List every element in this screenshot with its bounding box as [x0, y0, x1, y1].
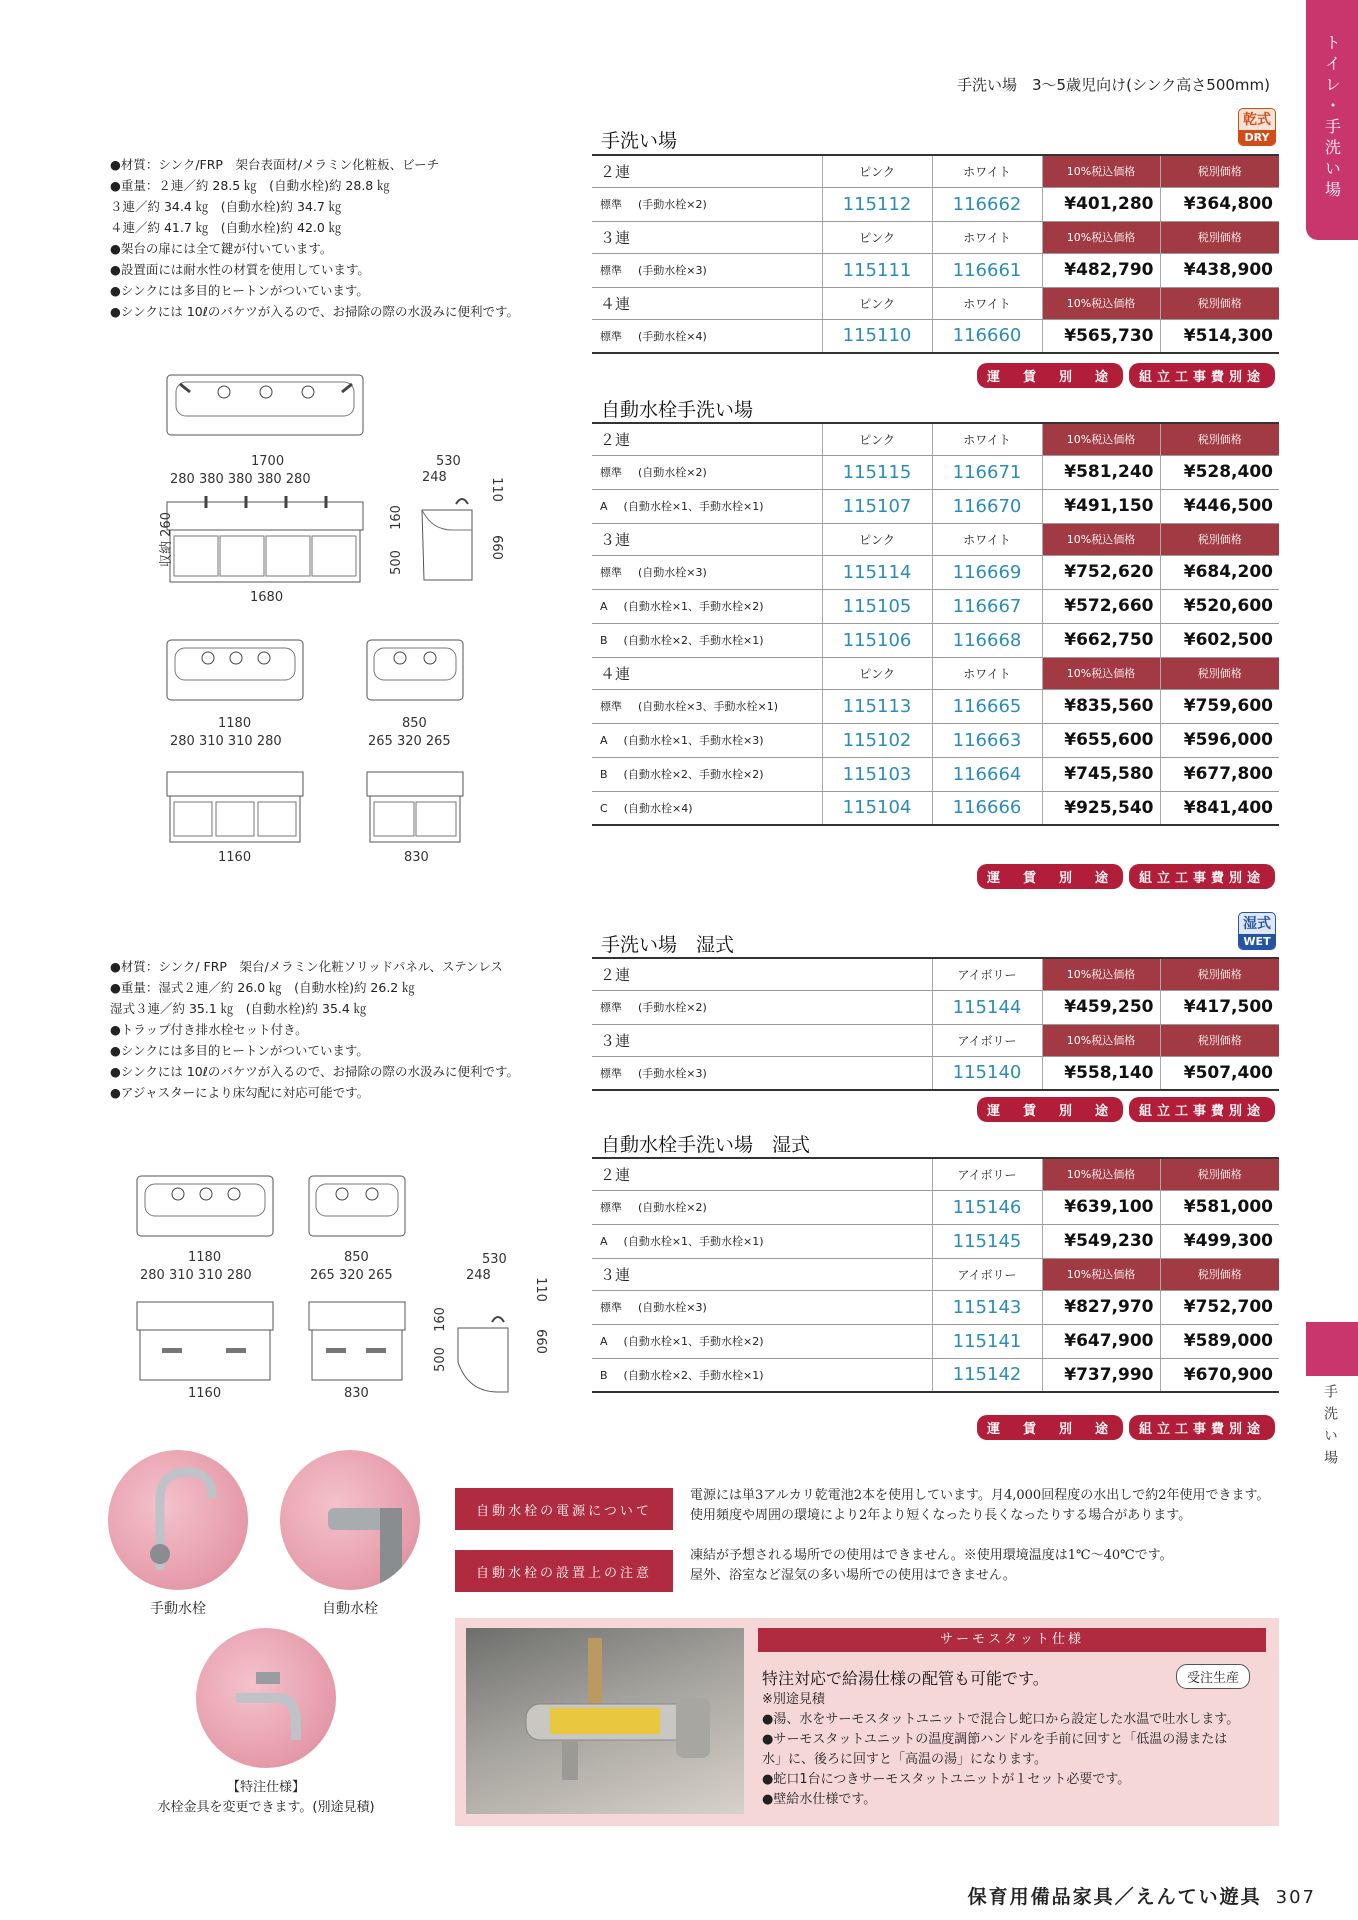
dim-bottom: 1680 — [250, 590, 284, 605]
price-tax-ex: ¥581,000 — [1160, 1190, 1279, 1224]
price-tax-ex: ¥677,800 — [1160, 757, 1279, 791]
table-row: C (自動水栓×4) 115104 116666 ¥925,540 ¥841,400 — [592, 791, 1279, 825]
price-tax-ex: ¥602,500 — [1160, 623, 1279, 657]
table-row: 標準 (手動水栓×4) 115110 116660 ¥565,730 ¥514,300 — [592, 319, 1279, 353]
product-code: 116662 — [932, 187, 1042, 221]
price-tax-in: ¥401,280 — [1042, 187, 1160, 221]
spec-line: ●重量：湿式２連／約 26.0 ㎏ (自動水栓)約 26.2 ㎏ — [110, 980, 415, 995]
table-row: 標準 (手動水栓×2) 115112 116662 ¥401,280 ¥364,800 — [592, 187, 1279, 221]
spec-line: ●材質：シンク/ FRP 架台/メラミン化粧ソリッドパネル、ステンレス — [110, 959, 503, 974]
power-note-header: 自動水栓の電源について — [455, 1488, 673, 1530]
price-tax-in: ¥482,790 — [1042, 253, 1160, 287]
price-tax-ex: ¥759,600 — [1160, 689, 1279, 723]
table-row: 標準 (自動水栓×3、手動水栓×1) 115113 116665 ¥835,560 ¥759,600 — [592, 689, 1279, 723]
price-tax-ex: ¥364,800 — [1160, 187, 1279, 221]
product-code: 115102 — [822, 723, 932, 757]
price-tax-in: ¥459,250 — [1042, 990, 1160, 1024]
faucet-icon — [280, 1450, 420, 1590]
sink-top-view-3 — [166, 636, 306, 704]
price-tax-in: ¥745,580 — [1042, 757, 1160, 791]
power-note-text: 電源には単3アルカリ乾電池2本を使用しています。月4,000回程度の水出しで約2年使用できます。 使用頻度や周囲の環境により2年より短くなったり長くなったりする場合があります。 — [690, 1488, 1270, 1523]
notice-tags: 運 賃 別 途 組立工事費別途 — [977, 1415, 1275, 1440]
product-code: 115106 — [822, 623, 932, 657]
spec-line: ３連／約 34.4 ㎏ (自動水栓)約 34.7 ㎏ — [110, 199, 342, 214]
product-code: 115146 — [932, 1190, 1042, 1224]
thermostat-header: サーモスタット仕様 — [758, 1628, 1266, 1652]
price-tax-in: ¥647,900 — [1042, 1324, 1160, 1358]
wet-sink-front-view-3 — [136, 1294, 276, 1384]
price-tax-in: ¥565,730 — [1042, 319, 1160, 353]
category-tab[interactable]: トイレ・手洗い場 — [1306, 0, 1358, 240]
price-tax-in: ¥639,100 — [1042, 1190, 1160, 1224]
price-tax-ex: ¥752,700 — [1160, 1290, 1279, 1324]
table-header-row: ４連 ピンク ホワイト 10%税込価格 税別価格 — [592, 287, 1279, 319]
spec-line: ●重量：２連／約 28.5 ㎏ (自動水栓)約 28.8 ㎏ — [110, 178, 390, 193]
product-code: 115111 — [822, 253, 932, 287]
table-header-row: ３連 ピンク ホワイト 10%税込価格 税別価格 — [592, 523, 1279, 555]
table-row: A (自動水栓×1、手動水栓×1) 115107 116670 ¥491,150 ¥446,500 — [592, 489, 1279, 523]
price-tax-in: ¥572,660 — [1042, 589, 1160, 623]
spec-line: ●シンクには多目的ヒートンがついています。 — [110, 1043, 369, 1058]
price-tax-ex: ¥841,400 — [1160, 791, 1279, 825]
notice-tags: 運 賃 別 途 組立工事費別途 — [977, 1097, 1275, 1122]
auto-faucet-caption: 自動水栓 — [322, 1601, 378, 1617]
table-header-row: ２連 ピンク ホワイト 10%税込価格 税別価格 — [592, 423, 1279, 455]
dim-width-2: 850 — [402, 716, 427, 731]
product-code: 115143 — [932, 1290, 1042, 1324]
sink-top-view-2 — [366, 636, 466, 704]
faucet-icon — [108, 1450, 248, 1590]
price-tax-ex: ¥438,900 — [1160, 253, 1279, 287]
product-code: 116664 — [932, 757, 1042, 791]
wet-sink-front-view-2 — [308, 1294, 408, 1384]
price-tax-ex: ¥514,300 — [1160, 319, 1279, 353]
wet-dim-bottom-3: 1160 — [188, 1386, 222, 1401]
side-dim-width: 530 — [436, 454, 461, 469]
price-tax-ex: ¥684,200 — [1160, 555, 1279, 589]
wet-dim-width-3: 1180 — [188, 1250, 222, 1265]
table-row: A (自動水栓×1、手動水栓×3) 115102 116663 ¥655,600 ¥596,000 — [592, 723, 1279, 757]
dim-parts: 280 380 380 380 280 — [170, 472, 311, 487]
table-header-row: ２連 アイボリー 10%税込価格 税別価格 — [592, 1158, 1279, 1190]
spec-line: ●シンクには 10ℓのバケツが入るので、お掃除の際の水汲みに便利です。 — [110, 304, 520, 319]
table-row: 標準 (自動水栓×3) 115114 116669 ¥752,620 ¥684,200 — [592, 555, 1279, 589]
table-header-row: ３連 ピンク ホワイト 10%税込価格 税別価格 — [592, 221, 1279, 253]
dim-width-3: 1180 — [218, 716, 252, 731]
side-dim-500: 500 — [388, 550, 404, 575]
dim-parts-2: 265 320 265 — [368, 734, 451, 749]
wet-side-dim-660: 660 — [532, 1329, 548, 1354]
side-dim-660: 660 — [488, 535, 504, 560]
thermostat-body: ※別途見積 ●湯、水をサーモスタットユニットで混合し蛇口から設定した水温で吐水します。 ●サーモスタットユニットの温度調節ハンドルを手前に回すと「低温の湯または 水」に、後ろに回すと「高温の湯」になります。 ●蛇口1台につきサーモスタットユニットが１セット必要です。 ●壁給水仕様です。 — [762, 1692, 1240, 1807]
price-tax-in: ¥737,990 — [1042, 1358, 1160, 1392]
price-tax-in: ¥558,140 — [1042, 1056, 1160, 1090]
price-tax-in: ¥752,620 — [1042, 555, 1160, 589]
product-code: 115107 — [822, 489, 932, 523]
product-code: 116667 — [932, 589, 1042, 623]
product-code: 116669 — [932, 555, 1042, 589]
table-row: 標準 (手動水栓×3) 115140 ¥558,140 ¥507,400 — [592, 1056, 1279, 1090]
dry-badge: 乾式 DRY — [1238, 108, 1276, 146]
table-row: 標準 (自動水栓×3) 115143 ¥827,970 ¥752,700 — [592, 1290, 1279, 1324]
table-row: B (自動水栓×2、手動水栓×2) 115103 116664 ¥745,580 ¥677,800 — [592, 757, 1279, 791]
price-tax-in: ¥655,600 — [1042, 723, 1160, 757]
table-header-row: ３連 アイボリー 10%税込価格 税別価格 — [592, 1258, 1279, 1290]
manual-faucet-photo — [108, 1450, 248, 1590]
table-row: A (自動水栓×1、手動水栓×2) 115105 116667 ¥572,660 ¥520,600 — [592, 589, 1279, 623]
price-tax-ex: ¥520,600 — [1160, 589, 1279, 623]
product-code: 115110 — [822, 319, 932, 353]
section-title-auto-wet: 自動水栓手洗い場 湿式 — [601, 1134, 811, 1156]
price-tax-in: ¥835,560 — [1042, 689, 1160, 723]
price-tax-in: ¥827,970 — [1042, 1290, 1160, 1324]
special-faucet-photo — [196, 1628, 336, 1768]
wet-side-dim-top: 248 — [466, 1268, 491, 1283]
price-tax-in: ¥662,750 — [1042, 623, 1160, 657]
install-note-header: 自動水栓の設置上の注意 — [455, 1550, 673, 1592]
product-code: 115142 — [932, 1358, 1042, 1392]
price-tax-in: ¥549,230 — [1042, 1224, 1160, 1258]
section-title-auto: 自動水栓手洗い場 — [601, 399, 754, 421]
auto-faucet-photo — [280, 1450, 420, 1590]
table-row: 標準 (手動水栓×2) 115144 ¥459,250 ¥417,500 — [592, 990, 1279, 1024]
table-header-row: ４連 ピンク ホワイト 10%税込価格 税別価格 — [592, 657, 1279, 689]
faucet-icon — [196, 1628, 336, 1768]
manual-faucet-caption: 手動水栓 — [150, 1601, 206, 1617]
wet-dim-parts-3: 280 310 310 280 — [140, 1268, 252, 1283]
table-row: B (自動水栓×2、手動水栓×1) 115106 116668 ¥662,750 ¥602,500 — [592, 623, 1279, 657]
sink-side-view — [418, 480, 488, 590]
dim-bottom-3: 1160 — [218, 850, 252, 865]
dim-width: 1700 — [251, 454, 285, 469]
sink-front-view-2 — [366, 764, 466, 846]
page-number: 307 — [1275, 1887, 1316, 1908]
product-code: 115114 — [822, 555, 932, 589]
price-tax-ex: ¥507,400 — [1160, 1056, 1279, 1090]
section-title-handwash: 手洗い場 — [601, 130, 678, 152]
spec-line: ●架台の扉には全て鍵が付いています。 — [110, 241, 333, 256]
spec-line: ●シンクには多目的ヒートンがついています。 — [110, 283, 369, 298]
price-tax-ex: ¥446,500 — [1160, 489, 1279, 523]
thermostat-unit-icon — [466, 1628, 744, 1814]
wet-sink-top-view-2 — [308, 1172, 408, 1240]
spec-line: ●設置面には耐水性の材質を使用しています。 — [110, 262, 370, 277]
price-tax-ex: ¥528,400 — [1160, 455, 1279, 489]
special-title: 【特注仕様】 — [226, 1780, 305, 1795]
spec-line: ●トラップ付き排水栓セット付き。 — [110, 1022, 308, 1037]
dim-storage: 収納 260 — [158, 512, 174, 567]
spec-line: ●材質：シンク/FRP 架台表面材/メラミン化粧板、ビーチ — [110, 157, 440, 172]
product-code: 115141 — [932, 1324, 1042, 1358]
wet-dim-bottom-2: 830 — [344, 1386, 369, 1401]
table-header-row: ２連 アイボリー 10%税込価格 税別価格 — [592, 958, 1279, 990]
product-code: 115115 — [822, 455, 932, 489]
product-code: 116665 — [932, 689, 1042, 723]
section-marker — [1306, 1322, 1358, 1376]
side-dim-top: 248 — [422, 470, 447, 485]
table-row: 標準 (自動水栓×2) 115115 116671 ¥581,240 ¥528,400 — [592, 455, 1279, 489]
table-row: A (自動水栓×1、手動水栓×1) 115145 ¥549,230 ¥499,300 — [592, 1224, 1279, 1258]
price-tax-ex: ¥596,000 — [1160, 723, 1279, 757]
sink-top-view-4 — [166, 370, 366, 440]
product-code: 115113 — [822, 689, 932, 723]
table-row: 標準 (自動水栓×2) 115146 ¥639,100 ¥581,000 — [592, 1190, 1279, 1224]
wet-badge: 湿式 WET — [1238, 912, 1276, 950]
product-code: 116661 — [932, 253, 1042, 287]
product-code: 116668 — [932, 623, 1042, 657]
product-code: 115103 — [822, 757, 932, 791]
side-dim-110: 110 — [488, 477, 504, 502]
dim-bottom-2: 830 — [404, 850, 429, 865]
wet-sink-side-view — [454, 1300, 524, 1400]
dim-parts-3: 280 310 310 280 — [170, 734, 282, 749]
product-code: 116666 — [932, 791, 1042, 825]
footer: 保育用備品家具／えんてい遊具 307 — [967, 1886, 1316, 1908]
table-row: B (自動水栓×2、手動水栓×1) 115142 ¥737,990 ¥670,900 — [592, 1358, 1279, 1392]
product-code: 115144 — [932, 990, 1042, 1024]
spec-list-dry — [110, 154, 519, 322]
price-tax-ex: ¥417,500 — [1160, 990, 1279, 1024]
spec-line: 湿式３連／約 35.1 ㎏ (自動水栓)約 35.4 ㎏ — [110, 1001, 367, 1016]
notice-tags: 運 賃 別 途 組立工事費別途 — [977, 864, 1275, 889]
product-code: 115105 — [822, 589, 932, 623]
section-title-wet: 手洗い場 湿式 — [601, 934, 735, 956]
thermostat-photo — [466, 1628, 744, 1814]
notice-tags: 運 賃 別 途 組立工事費別途 — [977, 363, 1275, 388]
product-code: 115140 — [932, 1056, 1042, 1090]
price-tax-ex: ¥499,300 — [1160, 1224, 1279, 1258]
product-code: 115145 — [932, 1224, 1042, 1258]
spec-line: ●アジャスターにより床勾配に対応可能です。 — [110, 1085, 370, 1100]
table-row: A (自動水栓×1、手動水栓×2) 115141 ¥647,900 ¥589,000 — [592, 1324, 1279, 1358]
product-code: 116660 — [932, 319, 1042, 353]
product-code: 116671 — [932, 455, 1042, 489]
product-code: 115112 — [822, 187, 932, 221]
wet-side-dim-width: 530 — [482, 1252, 507, 1267]
price-table-wet — [592, 957, 1279, 1091]
special-desc: 水栓金具を変更できます。(別途見積) — [157, 1800, 375, 1815]
price-tax-ex: ¥589,000 — [1160, 1324, 1279, 1358]
product-code: 116670 — [932, 489, 1042, 523]
sink-front-view-3 — [166, 764, 306, 846]
page-title: 手洗い場 3〜5歳児向け(シンク高さ500mm) — [957, 76, 1270, 94]
wet-dim-parts-2: 265 320 265 — [310, 1268, 393, 1283]
wet-side-dim-110: 110 — [532, 1277, 548, 1302]
wet-side-dim-160: 160 — [432, 1307, 448, 1332]
price-table-auto-wet — [592, 1157, 1279, 1393]
price-tax-in: ¥925,540 — [1042, 791, 1160, 825]
price-table-handwash — [592, 154, 1279, 354]
price-tax-ex: ¥670,900 — [1160, 1358, 1279, 1392]
wet-sink-top-view-3 — [136, 1172, 276, 1240]
wet-side-dim-500: 500 — [432, 1347, 448, 1372]
side-label: 手洗い場 — [1322, 1384, 1338, 1472]
table-row: 標準 (手動水栓×3) 115111 116661 ¥482,790 ¥438,900 — [592, 253, 1279, 287]
price-tax-in: ¥581,240 — [1042, 455, 1160, 489]
price-tax-in: ¥491,150 — [1042, 489, 1160, 523]
product-code: 115104 — [822, 791, 932, 825]
side-dim-160: 160 — [388, 505, 404, 530]
wet-dim-width-2: 850 — [344, 1250, 369, 1265]
table-header-row: ２連 ピンク ホワイト 10%税込価格 税別価格 — [592, 155, 1279, 187]
sink-front-view-4 — [166, 488, 366, 588]
spec-line: ●シンクには 10ℓのバケツが入るので、お掃除の際の水汲みに便利です。 — [110, 1064, 520, 1079]
table-header-row: ３連 アイボリー 10%税込価格 税別価格 — [592, 1024, 1279, 1056]
thermostat-title: 特注対応で給湯仕様の配管も可能です。 — [762, 1669, 1049, 1688]
price-table-auto — [592, 422, 1279, 826]
spec-list-wet — [110, 956, 519, 1103]
install-note-text: 凍結が予想される場所での使用はできません。※使用環境温度は1℃〜40℃です。 屋外、浴室など湿気の多い場所での使用はできません。 — [690, 1548, 1173, 1583]
spec-line: ４連／約 41.7 ㎏ (自動水栓)約 42.0 ㎏ — [110, 220, 342, 235]
product-code: 116663 — [932, 723, 1042, 757]
made-to-order-badge: 受注生産 — [1176, 1664, 1250, 1689]
